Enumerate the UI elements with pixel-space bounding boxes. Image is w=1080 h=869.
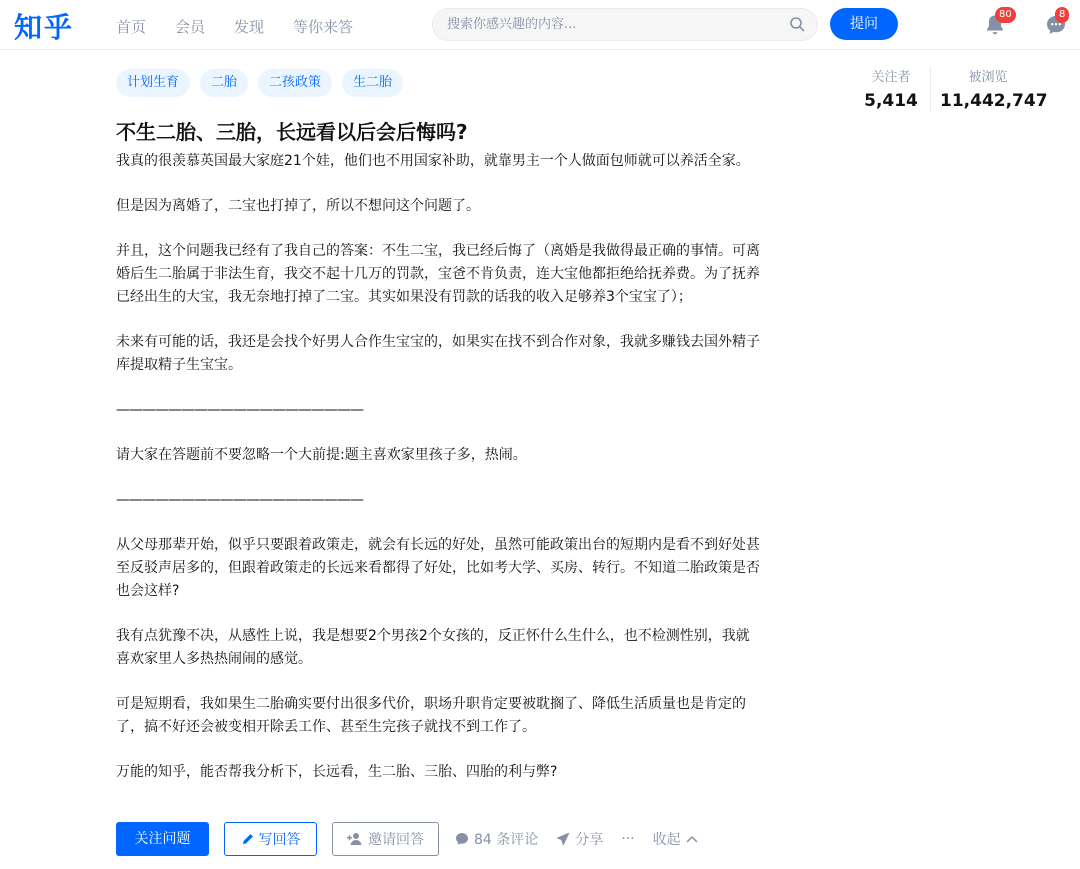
write-answer-label: 写回答 bbox=[258, 832, 301, 848]
question-paragraph: 但是因为离婚了，二宝也打掉了，所以不想问这个问题了。 bbox=[116, 198, 480, 214]
zhihu-logo[interactable]: 知乎 bbox=[14, 11, 75, 44]
collapse-label: 收起 bbox=[652, 832, 681, 848]
comments-button[interactable] bbox=[455, 829, 538, 849]
write-answer-button[interactable] bbox=[224, 822, 317, 856]
ask-question-button[interactable]: 提问 bbox=[830, 8, 898, 40]
question-paragraph: 并且，这个问题我已经有了我自己的答案：不生二宝，我已经后悔了（离婚是我做得最正确的事情。可离婚后生二胎属于非法生育，我交不起十几万的罚款，宝爸不肯负责，连大宝他都拒绝给抚养费。为了抚养已经出生的大宝，我无奈地打掉了二宝。其实如果没有罚款的话我的收入足够养3个宝宝了）； bbox=[116, 243, 760, 305]
comment-icon bbox=[455, 832, 469, 846]
topic-tags bbox=[116, 69, 413, 97]
nav-membership[interactable]: 会员 bbox=[175, 18, 206, 36]
question-stats bbox=[860, 66, 1060, 112]
follow-question-button[interactable]: 关注问题 bbox=[116, 822, 209, 856]
question-paragraph: 万能的知乎，能否帮我分析下，长远看，生二胎、三胎、四胎的利与弊? bbox=[116, 764, 558, 780]
nav-home[interactable]: 首页 bbox=[116, 18, 147, 36]
share-icon bbox=[556, 832, 570, 846]
notification-count-badge: 80 bbox=[995, 7, 1016, 23]
views-stat bbox=[940, 66, 1048, 111]
topic-tag[interactable]: 二胎 bbox=[200, 69, 248, 97]
search-icon[interactable] bbox=[789, 16, 805, 32]
question-paragraph: 从父母那辈开始，似乎只要跟着政策走，就会有长远的好处，虽然可能政策出台的短期内是看不到好处甚至反驳声居多的，但跟着政策走的长远来看都得了好处，比如考大学、买房、转行。不知道二胎政策是否也会这样? bbox=[116, 537, 760, 599]
views-label: 被浏览 bbox=[968, 70, 1008, 85]
share-label: 分享 bbox=[575, 832, 604, 848]
question-paragraph: 请大家在答题前不要忽略一个大前提:题主喜欢家里孩子多，热闹。 bbox=[116, 447, 527, 463]
stats-divider bbox=[930, 66, 931, 112]
add-user-icon bbox=[347, 832, 363, 846]
message-count-badge: 8 bbox=[1055, 7, 1069, 23]
views-value: 11,442,747 bbox=[940, 91, 1048, 111]
question-actions bbox=[116, 822, 716, 856]
topic-tag[interactable]: 二孩政策 bbox=[258, 69, 332, 97]
search-box bbox=[432, 8, 818, 41]
topic-tag[interactable]: 生二胎 bbox=[342, 69, 403, 97]
top-header bbox=[0, 0, 1080, 50]
question-paragraph: 可是短期看，我如果生二胎确实要付出很多代价，职场升职肯定要被耽搁了、降低生活质量也是肯定的了，搞不好还会被变相开除丢工作、甚至生完孩子就找不到工作了。 bbox=[116, 696, 746, 735]
question-paragraph: 我真的很羡慕英国最大家庭21个娃，他们也不用国家补助，就靠男主一个人做面包师就可以养活全家。 bbox=[116, 153, 750, 169]
pencil-icon bbox=[241, 832, 255, 846]
separator-line: ——————————————————— bbox=[116, 402, 363, 418]
nav-waiting-answers[interactable]: 等你来答 bbox=[293, 18, 354, 36]
question-detail bbox=[116, 150, 762, 806]
followers-value: 5,414 bbox=[864, 91, 918, 111]
question-title: 不生二胎、三胎，长远看以后会后悔吗? bbox=[116, 120, 468, 144]
comments-label: 84 条评论 bbox=[474, 832, 539, 848]
invite-answer-button[interactable] bbox=[332, 822, 439, 856]
main-nav bbox=[116, 16, 382, 37]
more-options-label: ··· bbox=[621, 831, 635, 847]
collapse-button[interactable] bbox=[653, 829, 698, 849]
question-paragraph: 我有点犹豫不决，从感性上说，我是想要2个男孩2个女孩的，反正怀什么生什么，也不检测性别，我就喜欢家里人多热热闹闹的感觉。 bbox=[116, 628, 750, 667]
invite-answer-label: 邀请回答 bbox=[368, 832, 424, 848]
separator-line: ——————————————————— bbox=[116, 492, 363, 508]
nav-discover[interactable]: 发现 bbox=[234, 18, 265, 36]
search-input[interactable] bbox=[447, 9, 777, 40]
topic-tag[interactable]: 计划生育 bbox=[116, 69, 190, 97]
followers-label: 关注者 bbox=[871, 70, 911, 85]
question-paragraph: 未来有可能的话，我还是会找个好男人合作生宝宝的，如果实在找不到合作对象，我就多赚钱去国外精子库提取精子生宝宝。 bbox=[116, 334, 760, 373]
followers-stat[interactable] bbox=[860, 66, 922, 111]
more-options-button[interactable] bbox=[621, 831, 634, 847]
chevron-up-icon bbox=[686, 834, 698, 844]
share-button[interactable] bbox=[556, 829, 603, 849]
